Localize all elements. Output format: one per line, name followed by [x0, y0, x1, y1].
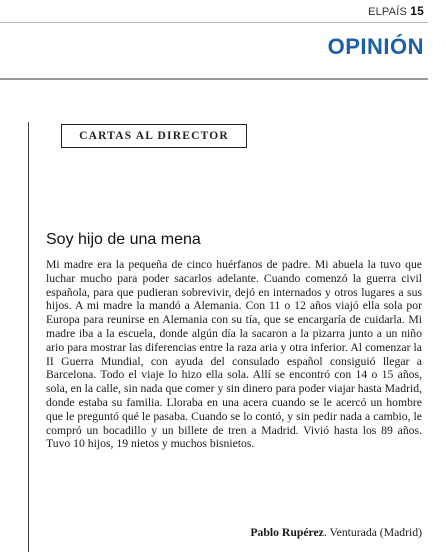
page-number: 15	[410, 4, 424, 18]
author-location: . Venturada (Madrid)	[323, 526, 422, 539]
letter-body: Mi madre era la pequeña de cinco huérfanos de padre. Mi abuela la tuvo que luchar mucho para poder sacarlos adelante. Cuando comenzó la guerra civil española, para que pudieran sobrevivir, dejó en internados y otros lugares a sus hijos. A mi madre la mandó a Alemania. Con 11 o 12 años viajó ella sola por Europa para reunirse en Alemania con su tía, que se encargaría de cuidarla. Mi madre iba a la escuela, donde algún día la sacaron a la pizarra junto a un niño ario para mostrar las diferencias entre la raza aria y otra inferior. Al comenzar la II Guerra Mundial, con ayuda del consulado español consiguió llegar a Barcelona. Todo el viaje lo hizo ella sola. Allí se encontró con 14 o 15 años, sola, en la calle, sin nada que comer y sin dinero para poder viajar hasta Madrid, donde estaba su familia. Lloraba en una acera cuando se le acercó un hombre que le preguntó qué le pasaba. Cuando se lo contó, y sin pedir nada a cambio, le compró un bocadillo y un billete de tren a Madrid. Vivió hasta los 89 años. Tuvo 10 hijos, 19 nietos y muchos bisnietos.	[46, 258, 422, 451]
author-name: Pablo Rupérez	[250, 526, 324, 539]
column-label-box	[61, 124, 247, 148]
page-header	[0, 0, 446, 78]
letter-headline: Soy hijo de una mena	[46, 231, 201, 248]
letter-signature	[250, 526, 422, 539]
column-divider	[28, 122, 29, 552]
section-rule	[0, 78, 428, 80]
column-label: CARTAS AL DIRECTOR	[79, 130, 229, 142]
publication-name: ELPAÍS	[368, 6, 407, 18]
publication-folio	[368, 4, 424, 18]
section-title: OPINIÓN	[327, 34, 424, 59]
header-rule	[0, 22, 428, 23]
